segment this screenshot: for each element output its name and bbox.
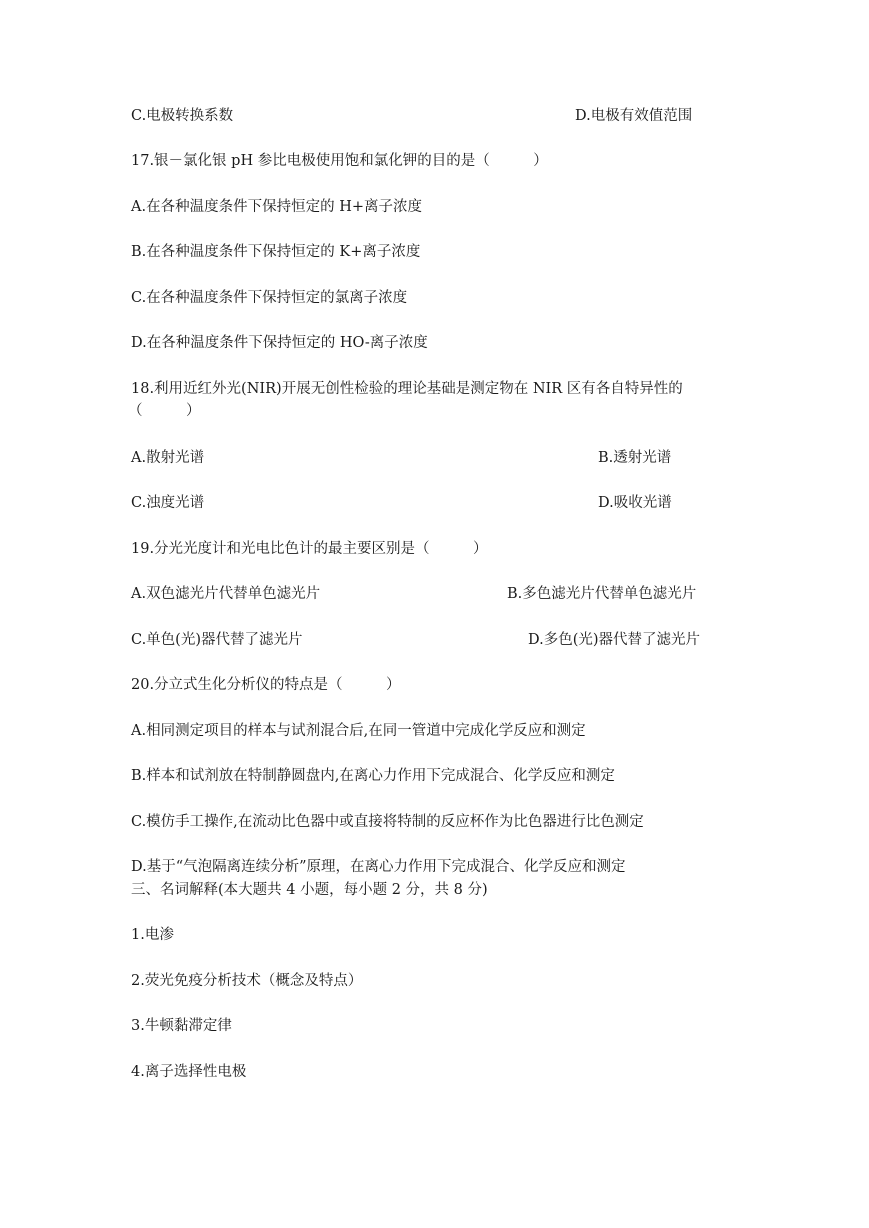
q20-option-b: B.样本和试剂放在特制静圆盘内,在离心力作用下完成混合、化学反应和测定	[131, 768, 615, 784]
q18-option-b: B.透射光谱	[598, 450, 672, 466]
section-3-heading: 三、名词解释(本大题共 4 小题，每小题 2 分，共 8 分)	[131, 882, 488, 898]
q18-stem: 18.利用近红外光(NIR)开展无创性检验的理论基础是测定物在 NIR 区有各自特异性的	[131, 381, 683, 397]
q18-option-a: A.散射光谱	[131, 450, 205, 466]
q17-option-b: B.在各种温度条件下保持恒定的 K+离子浓度	[131, 244, 421, 260]
q17-option-c: C.在各种温度条件下保持恒定的氯离子浓度	[131, 290, 408, 306]
q19-option-b: B.多色滤光片代替单色滤光片	[507, 586, 697, 602]
q17-stem: 17.银－氯化银 pH 参比电极使用饱和氯化钾的目的是（ ）	[131, 153, 548, 169]
q18-option-d: D.吸收光谱	[598, 495, 672, 511]
term-3: 3.牛顿黏滞定律	[131, 1018, 232, 1034]
q20-option-d: D.基于“气泡隔离连续分析”原理，在离心力作用下完成混合、化学反应和测定	[131, 859, 626, 875]
q20-stem: 20.分立式生化分析仪的特点是（ ）	[131, 677, 401, 693]
q20-option-a: A.相同测定项目的样本与试剂混合后,在同一管道中完成化学反应和测定	[131, 723, 586, 739]
term-1: 1.电渗	[131, 927, 174, 943]
q16-option-c: C.电极转换系数	[131, 108, 234, 124]
q18-option-c: C.浊度光谱	[131, 495, 205, 511]
term-4: 4.离子选择性电极	[131, 1064, 247, 1080]
q17-option-a: A.在各种温度条件下保持恒定的 H+离子浓度	[131, 199, 422, 215]
q19-option-a: A.双色滤光片代替单色滤光片	[131, 586, 321, 602]
q19-option-d: D.多色(光)器代替了滤光片	[528, 632, 701, 648]
q19-option-c: C.单色(光)器代替了滤光片	[131, 632, 303, 648]
q18-stem-blank: （ ）	[128, 403, 201, 419]
q16-option-d: D.电极有效值范围	[575, 108, 693, 124]
q20-option-c: C.模仿手工操作,在流动比色器中或直接将特制的反应杯作为比色器进行比色测定	[131, 814, 644, 830]
q19-stem: 19.分光光度计和光电比色计的最主要区别是（ ）	[131, 541, 488, 557]
term-2: 2.荧光免疫分析技术（概念及特点）	[131, 973, 363, 989]
q17-option-d: D.在各种温度条件下保持恒定的 HO-离子浓度	[131, 335, 428, 351]
